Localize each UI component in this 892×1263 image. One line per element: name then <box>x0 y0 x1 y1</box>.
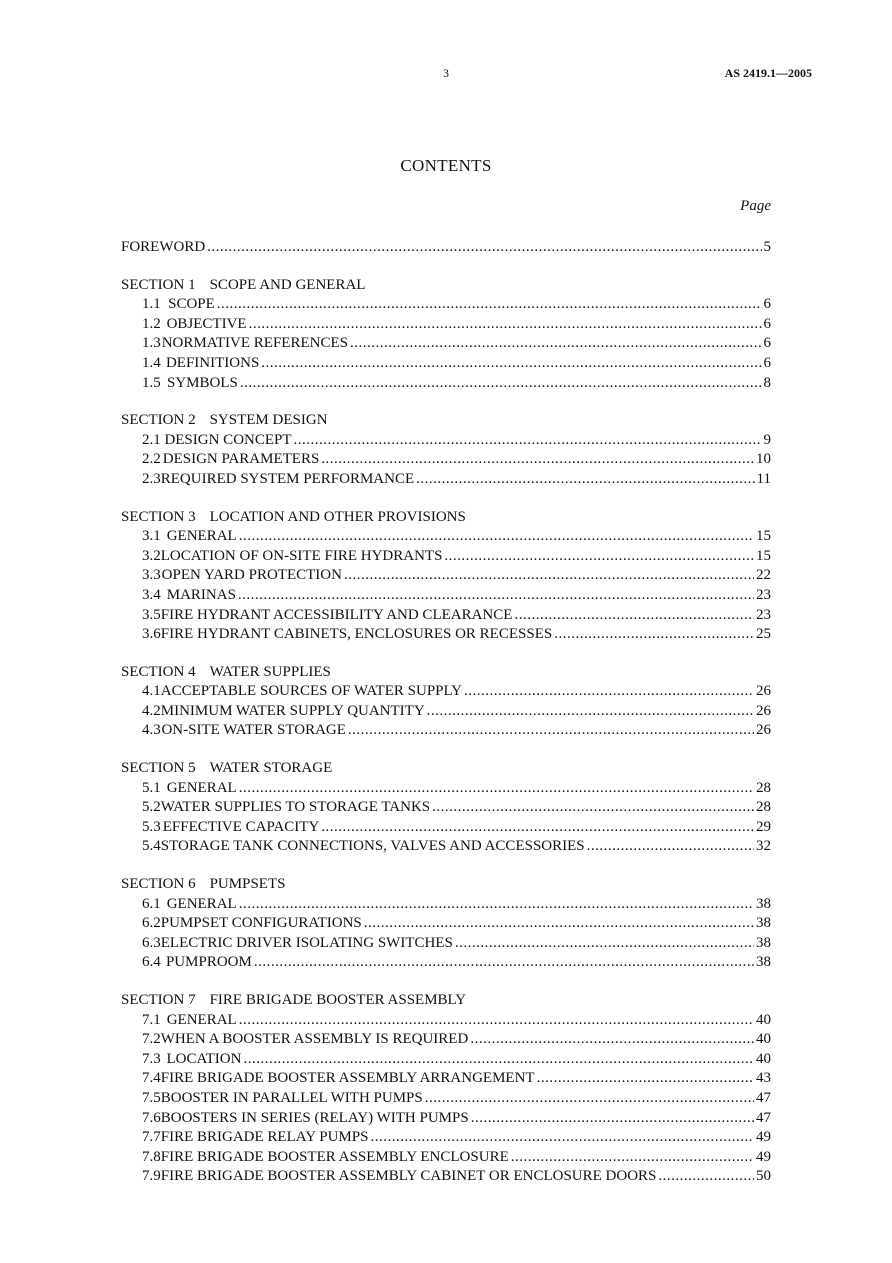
toc-entry[interactable] <box>121 1030 771 1050</box>
toc-entry-number: 2.3 <box>142 470 161 487</box>
section-heading[interactable] <box>121 663 771 683</box>
toc-entry[interactable] <box>121 914 771 934</box>
toc-entry-page: 23 <box>756 586 771 603</box>
dot-leader <box>364 914 754 934</box>
toc-entry[interactable] <box>121 1050 771 1070</box>
toc-entry-number: 7.3 <box>142 1050 161 1067</box>
dot-leader <box>427 702 754 722</box>
toc-entry[interactable] <box>121 934 771 954</box>
toc-entry-label: EFFECTIVE CAPACITY <box>162 818 320 835</box>
toc-entry[interactable] <box>121 721 771 741</box>
toc-entry[interactable] <box>121 682 771 702</box>
dot-leader <box>470 1030 754 1050</box>
toc-entry-label: WATER SUPPLIES TO STORAGE TANKS <box>160 799 431 816</box>
toc-entry-number: 3.6 <box>142 626 161 643</box>
section-number: SECTION 1 <box>121 276 196 293</box>
toc-entry-label: STORAGE TANK CONNECTIONS, VALVES AND ACCESSORIES <box>160 838 585 855</box>
toc-entry-page: 26 <box>756 683 771 700</box>
section-title: WATER SUPPLIES <box>209 663 331 680</box>
toc-entry-label: GENERAL <box>166 895 237 912</box>
toc-entry-page: 15 <box>756 547 771 564</box>
table-of-contents <box>121 238 771 1187</box>
toc-entry-page: 26 <box>756 722 771 739</box>
toc-entry-page: 47 <box>756 1089 771 1106</box>
section-heading[interactable] <box>121 759 771 779</box>
dot-leader <box>344 566 754 586</box>
dot-leader <box>254 953 754 973</box>
toc-entry[interactable] <box>121 586 771 606</box>
dot-leader <box>350 334 762 354</box>
toc-entry-number: 4.1 <box>142 683 161 700</box>
toc-entry-page: 47 <box>756 1109 771 1126</box>
section-title: PUMPSETS <box>209 876 286 893</box>
toc-entry-number: 7.5 <box>142 1089 161 1106</box>
toc-entry-page: 28 <box>756 799 771 816</box>
dot-leader <box>239 895 754 915</box>
toc-entry-number: 3.3 <box>142 567 161 584</box>
section-heading[interactable] <box>121 875 771 895</box>
dot-leader <box>239 527 754 547</box>
toc-entry[interactable] <box>121 606 771 626</box>
toc-entry-page: 38 <box>756 934 771 951</box>
toc-entry-page: 38 <box>756 895 771 912</box>
toc-entry-label: REQUIRED SYSTEM PERFORMANCE <box>160 470 415 487</box>
toc-entry[interactable] <box>121 354 771 374</box>
toc-entry-page: 11 <box>756 470 771 487</box>
toc-entry-label: SCOPE <box>168 296 215 313</box>
section-number: SECTION 5 <box>121 760 196 777</box>
toc-entry-number: 7.7 <box>142 1129 161 1146</box>
toc-entry-page: 49 <box>756 1148 771 1165</box>
dot-leader <box>348 721 754 741</box>
toc-entry-label: FIRE BRIGADE BOOSTER ASSEMBLY CABINET OR ENCLOSURE DOORS <box>160 1168 657 1185</box>
toc-entry-number: 3.4 <box>142 586 161 603</box>
toc-entry-page: 15 <box>756 528 771 545</box>
toc-entry-label: ELECTRIC DRIVER ISOLATING SWITCHES <box>160 934 453 951</box>
toc-entry-label: BOOSTER IN PARALLEL WITH PUMPS <box>160 1089 423 1106</box>
toc-entry-page: 6 <box>763 354 771 371</box>
dot-leader <box>239 1011 754 1031</box>
toc-entry-number: 1.1 <box>142 296 161 313</box>
toc-entry-page: 6 <box>763 335 771 352</box>
toc-entry-number: 6.3 <box>142 934 161 951</box>
toc-entry-label: PUMPROOM <box>165 954 252 971</box>
toc-entry[interactable] <box>121 953 771 973</box>
dot-leader <box>249 315 762 335</box>
toc-entry-number: 2.1 <box>142 431 161 448</box>
toc-entry[interactable] <box>121 895 771 915</box>
toc-entry-label: DESIGN PARAMETERS <box>162 451 320 468</box>
dot-leader <box>370 1128 754 1148</box>
toc-entry[interactable] <box>121 1011 771 1031</box>
toc-entry-number: 1.4 <box>142 354 161 371</box>
toc-entry-label: OBJECTIVE <box>166 315 247 332</box>
toc-entry[interactable] <box>121 295 771 315</box>
toc-entry[interactable] <box>121 1128 771 1148</box>
dot-leader <box>432 798 754 818</box>
toc-entry[interactable] <box>121 779 771 799</box>
toc-entry-label: FIRE BRIGADE BOOSTER ASSEMBLY ENCLOSURE <box>160 1148 509 1165</box>
toc-entry-page: 26 <box>756 702 771 719</box>
toc-entry[interactable] <box>121 1109 771 1129</box>
toc-entry-label: OPEN YARD PROTECTION <box>161 567 342 584</box>
dot-leader <box>464 682 754 702</box>
section-heading[interactable] <box>121 276 771 296</box>
toc-entry-page: 5 <box>763 239 771 255</box>
toc-entry-number: 7.6 <box>142 1109 161 1126</box>
dot-leader <box>240 374 762 394</box>
toc-entry-foreword[interactable] <box>121 238 771 258</box>
section-title: WATER STORAGE <box>209 760 333 777</box>
toc-entry-page: 9 <box>763 431 771 448</box>
dot-leader <box>321 450 754 470</box>
toc-entry[interactable] <box>121 315 771 335</box>
toc-entry-label: FIRE BRIGADE RELAY PUMPS <box>160 1129 369 1146</box>
toc-entry-label: GENERAL <box>166 1011 237 1028</box>
dot-leader <box>444 547 754 567</box>
toc-entry-number: 5.4 <box>142 838 161 855</box>
toc-entry[interactable] <box>121 625 771 645</box>
toc-entry-label: ON-SITE WATER STORAGE <box>161 722 346 739</box>
toc-entry-page: 6 <box>763 296 771 313</box>
toc-entry-label: LOCATION <box>166 1050 242 1067</box>
dot-leader <box>455 934 754 954</box>
toc-entry-number: 7.4 <box>142 1070 161 1087</box>
dot-leader <box>537 1069 754 1089</box>
dot-leader <box>238 586 754 606</box>
toc-entry-page: 49 <box>756 1129 771 1146</box>
section-title: SYSTEM DESIGN <box>209 412 328 429</box>
toc-entry-label: FIRE BRIGADE BOOSTER ASSEMBLY ARRANGEMENT <box>160 1070 535 1087</box>
toc-entry-label: FIRE HYDRANT ACCESSIBILITY AND CLEARANCE <box>160 606 513 623</box>
toc-entry-number: 4.2 <box>142 702 161 719</box>
dot-leader <box>587 837 754 857</box>
dot-leader <box>239 779 754 799</box>
toc-entry-label: FIRE HYDRANT CABINETS, ENCLOSURES OR RECESSES <box>160 626 553 643</box>
dot-leader <box>243 1050 754 1070</box>
dot-leader <box>425 1089 754 1109</box>
toc-entry[interactable] <box>121 566 771 586</box>
section-number: SECTION 2 <box>121 412 196 429</box>
toc-entry-number: 7.8 <box>142 1148 161 1165</box>
toc-entry[interactable] <box>121 450 771 470</box>
toc-entry-number: 4.3 <box>142 722 161 739</box>
page-title: CONTENTS <box>400 156 492 175</box>
toc-entry[interactable] <box>121 702 771 722</box>
toc-entry-label: MARINAS <box>166 586 236 603</box>
page-column-label: Page <box>740 198 771 214</box>
toc-entry-page: 8 <box>763 374 771 391</box>
toc-entry-page: 23 <box>756 606 771 623</box>
section-heading[interactable] <box>121 508 771 528</box>
toc-entry[interactable] <box>121 837 771 857</box>
section-number: SECTION 6 <box>121 876 196 893</box>
toc-entry[interactable] <box>121 374 771 394</box>
section-heading[interactable] <box>121 411 771 431</box>
header-standard-number: AS 2419.1—2005 <box>724 66 812 80</box>
toc-entry-page: 40 <box>756 1031 771 1048</box>
section-heading[interactable] <box>121 991 771 1011</box>
toc-entry-page: 38 <box>756 954 771 971</box>
section-title: LOCATION AND OTHER PROVISIONS <box>209 508 466 525</box>
section-number: SECTION 4 <box>121 663 196 680</box>
toc-entry-label: PUMPSET CONFIGURATIONS <box>160 915 362 932</box>
section-title: FIRE BRIGADE BOOSTER ASSEMBLY <box>209 992 467 1008</box>
toc-entry-label: ACCEPTABLE SOURCES OF WATER SUPPLY <box>160 683 462 700</box>
dot-leader <box>554 625 754 645</box>
dot-leader <box>294 431 762 451</box>
toc-entry-page: 40 <box>756 1011 771 1028</box>
toc-entry-number: 6.1 <box>142 895 161 912</box>
toc-entry-page: 28 <box>756 779 771 796</box>
dot-leader <box>321 818 754 838</box>
toc-entry-label: GENERAL <box>166 779 237 796</box>
toc-entry[interactable] <box>121 818 771 838</box>
toc-entry-number: 3.1 <box>142 528 161 545</box>
toc-entry-number: 3.2 <box>142 547 161 564</box>
toc-entry-number: 7.1 <box>142 1011 161 1028</box>
dot-leader <box>511 1148 754 1168</box>
toc-entry-number: 3.5 <box>142 606 161 623</box>
dot-leader <box>658 1167 754 1187</box>
toc-entry-page: 50 <box>756 1168 771 1185</box>
dot-leader <box>207 238 761 258</box>
toc-entry[interactable] <box>121 798 771 818</box>
toc-entry-page: 22 <box>756 567 771 584</box>
toc-entry-number: 5.2 <box>142 799 161 816</box>
toc-entry-page: 29 <box>756 818 771 835</box>
toc-entry-number: 2.2 <box>142 451 161 468</box>
dot-leader <box>261 354 761 374</box>
toc-entry-number: 5.3 <box>142 818 161 835</box>
toc-entry-number: 7.9 <box>142 1168 161 1185</box>
toc-entry-number: 5.1 <box>142 779 161 796</box>
toc-entry-number: 1.3 <box>142 335 161 352</box>
toc-entry-number: 6.4 <box>142 954 161 971</box>
toc-entry-page: 25 <box>756 626 771 643</box>
toc-entry-page: 32 <box>756 838 771 855</box>
section-number: SECTION 7 <box>121 992 196 1008</box>
toc-entry-page: 38 <box>756 915 771 932</box>
toc-entry-number: 1.2 <box>142 315 161 332</box>
section-title: SCOPE AND GENERAL <box>209 276 366 293</box>
toc-entry[interactable] <box>121 1167 771 1187</box>
toc-entry-page: 40 <box>756 1050 771 1067</box>
toc-entry-label: MINIMUM WATER SUPPLY QUANTITY <box>160 702 425 719</box>
toc-entry-label: FOREWORD <box>121 239 206 255</box>
toc-entry-label: NORMATIVE REFERENCES <box>161 335 348 352</box>
toc-entry-label: DESIGN CONCEPT <box>164 431 292 448</box>
toc-entry-label: WHEN A BOOSTER ASSEMBLY IS REQUIRED <box>160 1031 469 1048</box>
dot-leader <box>217 295 762 315</box>
dot-leader <box>514 606 754 626</box>
toc-entry[interactable] <box>121 1089 771 1109</box>
dot-leader <box>416 470 754 490</box>
toc-entry-page: 6 <box>763 315 771 332</box>
toc-entry-label: GENERAL <box>166 528 237 545</box>
toc-entry-page: 10 <box>756 451 771 468</box>
dot-leader <box>471 1109 754 1129</box>
toc-entry[interactable] <box>121 1069 771 1089</box>
toc-entry-number: 1.5 <box>142 374 161 391</box>
toc-entry[interactable] <box>121 431 771 451</box>
section-number: SECTION 3 <box>121 508 196 525</box>
toc-entry[interactable] <box>121 470 771 490</box>
toc-entry-number: 7.2 <box>142 1031 161 1048</box>
toc-entry[interactable] <box>121 1148 771 1168</box>
toc-entry-label: LOCATION OF ON-SITE FIRE HYDRANTS <box>160 547 443 564</box>
toc-entry[interactable] <box>121 527 771 547</box>
toc-entry-label: SYMBOLS <box>167 374 238 391</box>
toc-entry-label: BOOSTERS IN SERIES (RELAY) WITH PUMPS <box>160 1109 469 1126</box>
header-page-number: 3 <box>443 66 449 80</box>
toc-entry[interactable] <box>121 547 771 567</box>
toc-entry-label: DEFINITIONS <box>165 354 260 371</box>
toc-entry-page: 43 <box>756 1070 771 1087</box>
toc-entry-number: 6.2 <box>142 915 161 932</box>
toc-entry[interactable] <box>121 334 771 354</box>
